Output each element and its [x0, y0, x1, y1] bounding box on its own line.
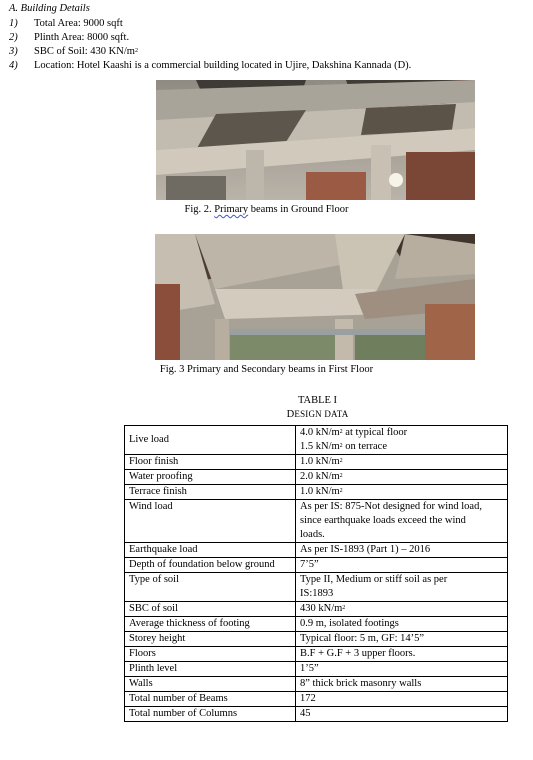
value-line — [300, 485, 507, 499]
table-value-cell — [296, 455, 508, 470]
table-key-cell: Storey height — [125, 632, 296, 647]
table-value-cell — [296, 485, 508, 500]
superscript: 2 — [339, 488, 343, 494]
list-text: Total Area: 9000 sqft — [34, 18, 123, 29]
superscript: 2 — [134, 48, 138, 54]
table-row — [125, 500, 508, 543]
superscript: 2 — [342, 605, 346, 611]
primary-secondary-beams-photo — [155, 234, 475, 360]
value-text: As per IS: 875-Not designed for wind load, — [300, 501, 482, 512]
table-row — [125, 573, 508, 602]
value-text: 0.9 m, isolated footings — [300, 618, 399, 629]
table-key-cell: Total number of Columns — [125, 707, 296, 722]
superscript: 2 — [339, 443, 343, 449]
value-line — [300, 632, 507, 646]
table-key-cell: Total number of Beams — [125, 692, 296, 707]
table-key-cell: Depth of foundation below ground — [125, 558, 296, 573]
value-line — [300, 558, 507, 572]
table-value-cell — [296, 543, 508, 558]
value-line — [300, 662, 507, 676]
table-value-cell — [296, 617, 508, 632]
table-value-cell — [296, 426, 508, 455]
value-text: IS:1893 — [300, 588, 334, 599]
table-value-cell — [296, 632, 508, 647]
table-value-cell — [296, 662, 508, 677]
value-text: B.F + G.F + 3 upper floors. — [300, 648, 416, 659]
list-number: 3) — [9, 46, 18, 57]
list-item — [9, 45, 411, 59]
list-text-main: SBC of Soil: 430 KN/m — [34, 46, 135, 57]
table-value-cell — [296, 500, 508, 543]
value-text: As per IS-1893 (Part 1) – 2016 — [300, 544, 431, 555]
table-value-cell — [296, 602, 508, 617]
value-line — [300, 528, 507, 542]
value-line — [300, 647, 507, 661]
value-text: 430 kN/m — [300, 603, 343, 614]
value-line — [300, 692, 507, 706]
primary-beams-photo — [156, 80, 475, 200]
list-text: Location: Hotel Kaashi is a commercial building located in Ujire, Dakshina Kannada (D). — [34, 60, 412, 71]
table-value-cell — [296, 707, 508, 722]
value-line — [300, 707, 507, 721]
value-text: 7’5” — [300, 559, 319, 570]
superscript: 2 — [339, 429, 343, 435]
table-key-cell: Live load — [125, 426, 296, 455]
value-text: Type II, Medium or stiff soil as per — [300, 574, 448, 585]
table-row — [125, 647, 508, 662]
list-item — [9, 59, 411, 73]
figure-3-caption: Fig. 3 Primary and Secondary beams in First Floor — [159, 364, 374, 375]
value-text: 172 — [300, 693, 316, 704]
table-row — [125, 485, 508, 500]
table-key-cell: Earthquake load — [125, 543, 296, 558]
value-line — [300, 470, 507, 484]
table-value-cell — [296, 677, 508, 692]
table-row — [125, 662, 508, 677]
table-row — [125, 632, 508, 647]
table-row — [125, 426, 508, 455]
table-value-cell — [296, 647, 508, 662]
table-key-cell: Water proofing — [125, 470, 296, 485]
table-value-cell — [296, 470, 508, 485]
caption-spellcheck-word: Primary — [214, 204, 249, 215]
value-text: 1’5” — [300, 663, 319, 674]
table-row — [125, 602, 508, 617]
value-text-tail: on terrace — [342, 441, 387, 452]
value-line — [300, 543, 507, 557]
table-key-cell: Plinth level — [125, 662, 296, 677]
value-line — [300, 587, 507, 601]
value-line — [300, 602, 507, 616]
list-item — [9, 17, 411, 31]
table-row — [125, 692, 508, 707]
superscript: 2 — [339, 473, 343, 479]
table-key-cell: Type of soil — [125, 573, 296, 602]
value-line — [300, 617, 507, 631]
table-key-cell: Terrace finish — [125, 485, 296, 500]
table-key-cell: Average thickness of footing — [125, 617, 296, 632]
table-title-initial: D — [286, 409, 295, 420]
table-value-cell — [296, 573, 508, 602]
table-row — [125, 558, 508, 573]
table-row — [125, 543, 508, 558]
superscript: 2 — [339, 458, 343, 464]
table-key-cell: SBC of soil — [125, 602, 296, 617]
table-row — [125, 455, 508, 470]
value-text-tail: at typical floor — [342, 427, 408, 438]
design-data-table — [124, 425, 508, 722]
value-text: 4.0 kN/m — [300, 427, 340, 438]
value-text: Typical floor: 5 m, GF: 14’5” — [300, 633, 425, 644]
value-text: 1.5 kN/m — [300, 441, 340, 452]
value-text: 8” thick brick masonry walls — [300, 678, 422, 689]
value-text: loads. — [300, 529, 325, 540]
table-row — [125, 470, 508, 485]
caption-prefix: Fig. 2. — [184, 204, 215, 215]
table-value-cell — [296, 558, 508, 573]
value-text: 1.0 kN/m — [300, 456, 340, 467]
list-text — [34, 45, 138, 59]
value-line — [300, 573, 507, 587]
list-number: 1) — [9, 18, 18, 29]
building-details-list — [9, 17, 411, 73]
table-row — [125, 707, 508, 722]
value-text: 45 — [300, 708, 311, 719]
table-key-cell: Walls — [125, 677, 296, 692]
table-title-rest: DATA — [324, 409, 349, 419]
table-title — [0, 409, 533, 420]
figure-2-caption — [0, 204, 533, 215]
caption-suffix: beams in Ground Floor — [248, 204, 349, 215]
value-line — [300, 455, 507, 469]
list-item — [9, 31, 411, 45]
table-row — [125, 617, 508, 632]
value-text: since earthquake loads exceed the wind — [300, 515, 466, 526]
table-key-cell: Wind load — [125, 500, 296, 543]
section-heading: A. Building Details — [9, 3, 90, 14]
table-key-cell: Floors — [125, 647, 296, 662]
table-row — [125, 677, 508, 692]
value-line — [300, 677, 507, 691]
value-line — [300, 514, 507, 528]
value-line — [300, 426, 507, 440]
value-text: 1.0 kN/m — [300, 486, 340, 497]
value-line — [300, 440, 507, 454]
list-text: Plinth Area: 8000 sqft. — [34, 32, 130, 43]
table-label: TABLE I — [297, 395, 338, 406]
table-value-cell — [296, 692, 508, 707]
table-key-cell: Floor finish — [125, 455, 296, 470]
value-text: 2.0 kN/m — [300, 471, 340, 482]
value-line — [300, 500, 507, 514]
table-title-rest: ESIGN — [294, 409, 325, 419]
list-number: 4) — [9, 60, 18, 71]
list-number: 2) — [9, 32, 18, 43]
